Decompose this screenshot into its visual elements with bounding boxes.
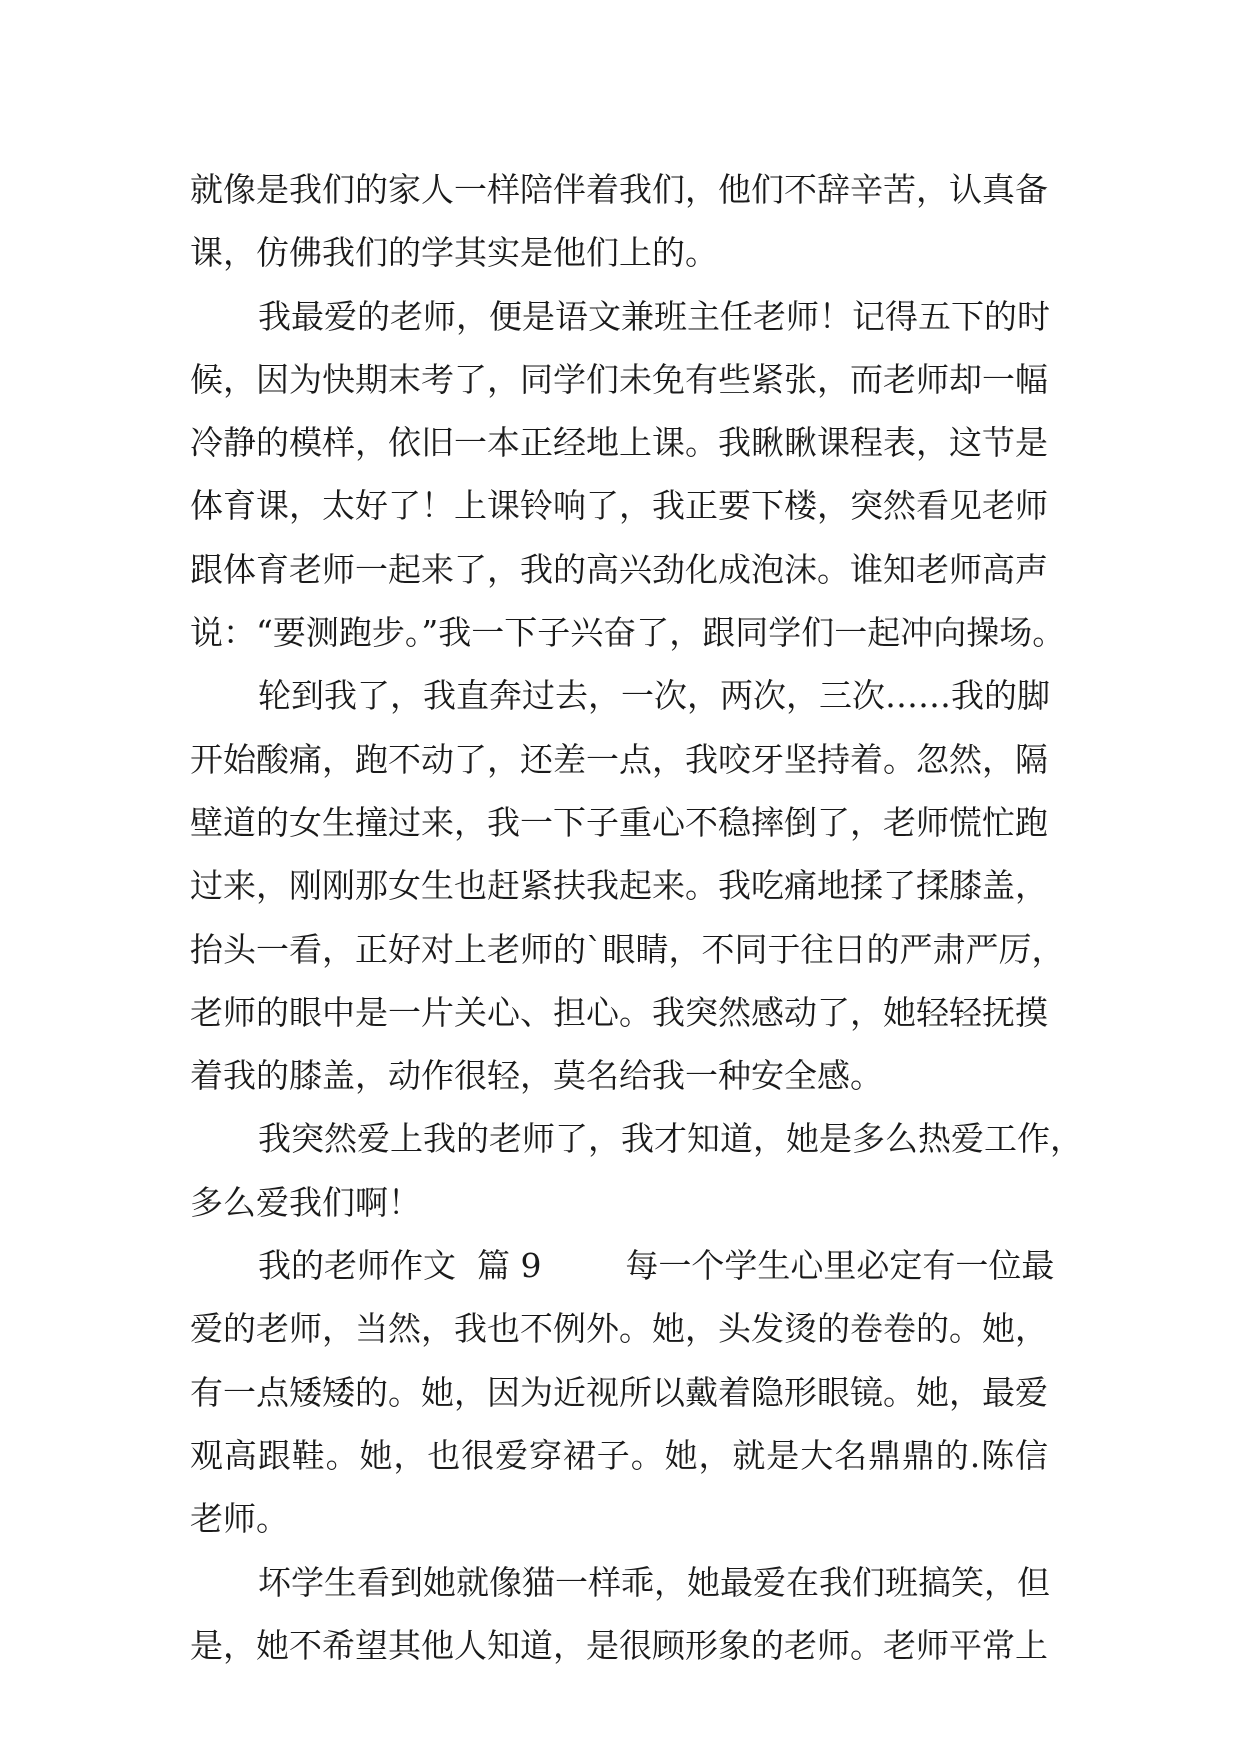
text-line: 体育课，太好了！上课铃响了，我正要下楼，突然看见老师 bbox=[190, 486, 1048, 526]
text-line: 过来，刚刚那女生也赶紧扶我起来。我吃痛地揉了揉膝盖， bbox=[190, 866, 1048, 906]
text-line: 候，因为快期末考了，同学们未免有些紧张，而老师却一幅 bbox=[190, 359, 1048, 399]
text-line: 多么爱我们啊！ bbox=[190, 1182, 421, 1222]
text-line: 就像是我们的家人一样陪伴着我们，他们不辞辛苦，认真备 bbox=[190, 170, 1048, 209]
text-line: 开始酸痛，跑不动了，还差一点，我咬牙坚持着。忽然，隔 bbox=[190, 739, 1048, 779]
text-line: 壁道的女生撞过来，我一下子重心不稳摔倒了，老师慌忙跑 bbox=[190, 802, 1048, 842]
text-line: 老师。 bbox=[190, 1499, 289, 1539]
paragraph-start-line: 轮到我了，我直奔过去，一次，两次，三次……我的脚 bbox=[258, 676, 1050, 716]
text-line: 爱的老师，当然，我也不例外。她，头发烫的卷卷的。她， bbox=[190, 1309, 1048, 1349]
text-line: 说：“要测跑步。”我一下子兴奋了，跟同学们一起冲向操场。 bbox=[190, 613, 1066, 653]
text-line: 冷静的模样，依旧一本正经地上课。我瞅瞅课程表，这节是 bbox=[190, 423, 1048, 463]
text-line: 着我的膝盖，动作很轻，莫名给我一种安全感。 bbox=[190, 1056, 883, 1096]
text-line: 老师的眼中是一片关心、担心。我突然感动了，她轻轻抚摸 bbox=[190, 992, 1048, 1032]
text-line: 跟体育老师一起来了，我的高兴劲化成泡沫。谁知老师高声 bbox=[190, 549, 1048, 589]
paragraph-start-line: 我最爱的老师，便是语文兼班主任老师！记得五下的时 bbox=[258, 296, 1050, 336]
paragraph-start-line: 我突然爱上我的老师了，我才知道，她是多么热爱工作， bbox=[258, 1119, 1083, 1159]
essay-text bbox=[190, 158, 1083, 1677]
text-line: 抬头一看，正好对上老师的`眼睛，不同于往日的严肃严厉， bbox=[190, 929, 1065, 969]
text-line: 观高跟鞋。她，也很爱穿裙子。她，就是大名鼎鼎的.陈信 bbox=[190, 1435, 1048, 1475]
essay-heading-line: 我的老师作文 篇 9 每一个学生心里必定有一位最 bbox=[258, 1246, 1055, 1286]
text-line: 有一点矮矮的。她，因为近视所以戴着隐形眼镜。她，最爱 bbox=[190, 1372, 1048, 1412]
text-line: 课，仿佛我们的学其实是他们上的。 bbox=[190, 233, 718, 273]
paragraph-start-line: 坏学生看到她就像猫一样乖，她最爱在我们班搞笑，但 bbox=[258, 1562, 1050, 1602]
text-line: 是，她不希望其他人知道，是很顾形象的老师。老师平常上 bbox=[190, 1625, 1048, 1665]
